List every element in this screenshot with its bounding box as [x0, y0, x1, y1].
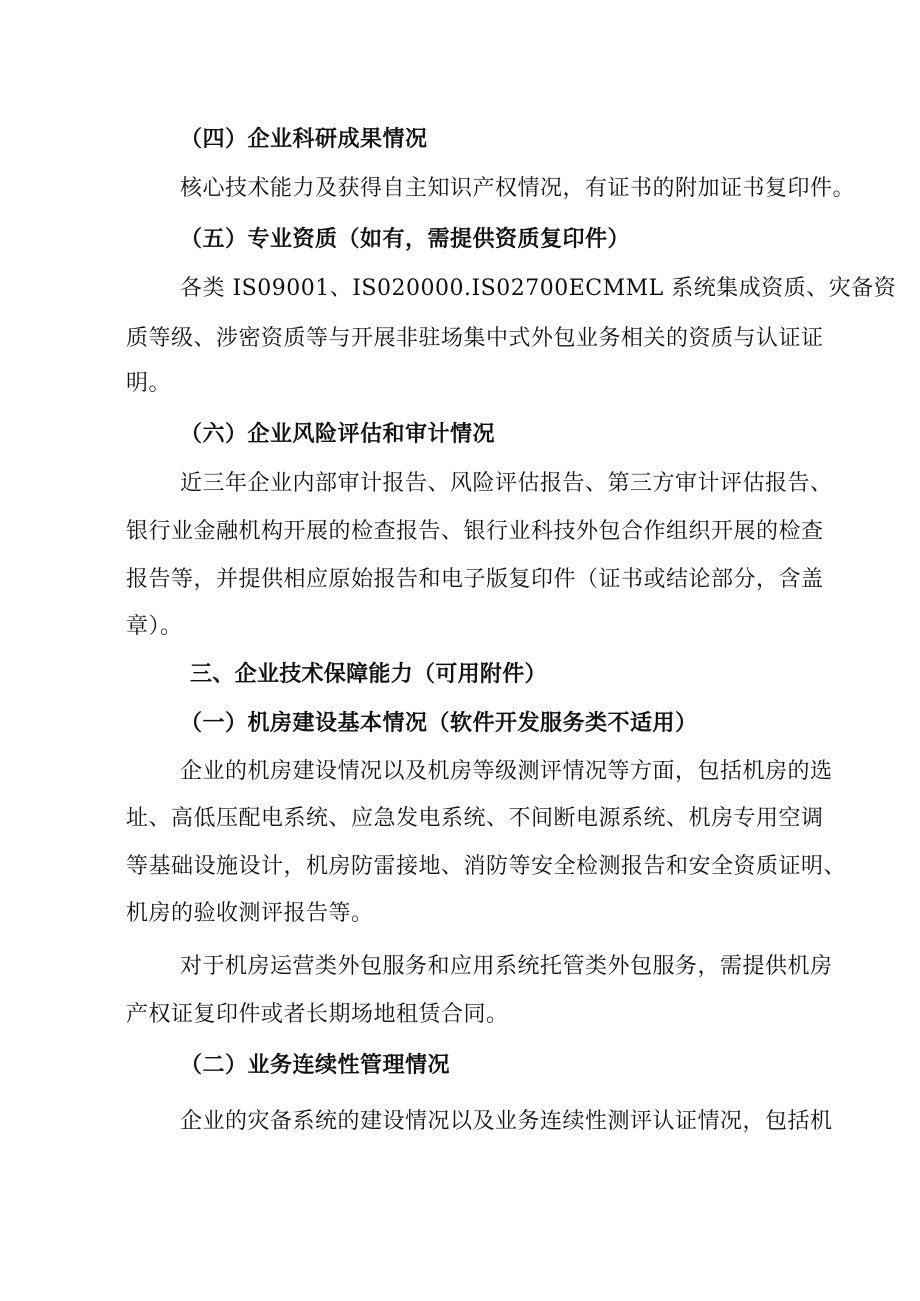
section-3-1-paragraph-1-line-3: 等基础设施设计，机房防雷接地、消防等安全检测报告和安全资质证明、 [126, 854, 847, 879]
section-5-paragraph-line-3: 明。 [126, 371, 172, 396]
section-5-paragraph-line-1: 各类 IS09001、IS020000.IS02700ECMML 系统集成资质、灾备资 [180, 276, 897, 301]
section-4-paragraph-line-1: 核心技术能力及获得自主知识产权情况，有证书的附加证书复印件。 [180, 176, 856, 201]
chapter-3-heading: 三、企业技术保障能力（可用附件） [190, 662, 547, 687]
section-3-1-paragraph-2-line-1: 对于机房运营类外包服务和应用系统托管类外包服务，需提供机房 [180, 954, 833, 979]
section-6-paragraph-line-1: 近三年企业内部审计报告、风险评估报告、第三方审计评估报告、 [180, 471, 833, 496]
section-5-heading: （五）专业资质（如有，需提供资质复印件） [180, 226, 631, 252]
section-4-heading: （四）企业科研成果情况 [180, 126, 428, 152]
section-3-2-paragraph-line-1: 企业的灾备系统的建设情况以及业务连续性测评认证情况，包括机 [180, 1109, 833, 1134]
section-3-1-paragraph-2-line-2: 产权证复印件或者长期场地租赁合同。 [126, 1002, 509, 1027]
section-3-2-heading: （二）业务连续性管理情况 [180, 1052, 451, 1078]
section-3-1-paragraph-1-line-1: 企业的机房建设情况以及机房等级测评情况等方面，包括机房的选 [180, 759, 833, 784]
section-3-1-paragraph-1-line-2: 址、高低压配电系统、应急发电系统、不间断电源系统、机房专用空调 [126, 806, 824, 831]
section-6-paragraph-line-4: 章）。 [126, 614, 183, 639]
section-3-1-paragraph-1-line-4: 机房的验收测评报告等。 [126, 901, 374, 926]
section-3-1-heading: （一）机房建设基本情况（软件开发服务类不适用） [180, 710, 698, 736]
section-6-paragraph-line-2: 银行业金融机构开展的检查报告、银行业科技外包合作组织开展的检查 [126, 519, 824, 544]
section-5-paragraph-line-2: 质等级、涉密资质等与开展非驻场集中式外包业务相关的资质与认证证 [126, 326, 824, 351]
section-6-heading: （六）企业风险评估和审计情况 [180, 421, 496, 447]
section-6-paragraph-line-3: 报告等，并提供相应原始报告和电子版复印件（证书或结论部分，含盖 [126, 567, 824, 592]
